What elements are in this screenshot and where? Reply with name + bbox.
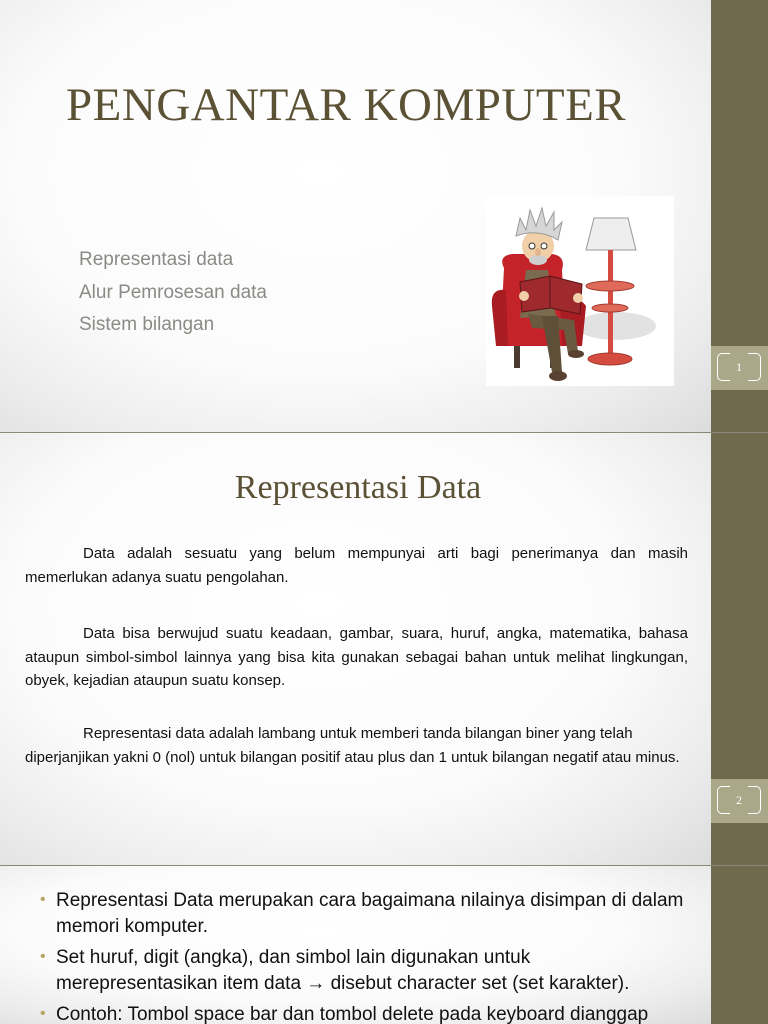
subtitle-item: Sistem bilangan <box>79 314 215 335</box>
slide-number: 1 <box>736 359 742 374</box>
bullet-text: Representasi Data merupakan cara bagaimana nilainya disimpan di dalam memori komputer. <box>56 890 684 937</box>
bullet-item <box>40 888 690 940</box>
bullet-list <box>40 888 690 1024</box>
slide-2 <box>0 433 768 865</box>
slide-number-badge <box>717 786 761 814</box>
slide-number: 2 <box>736 792 742 807</box>
bullet-dot-icon: • <box>40 891 46 908</box>
paragraph: Data adalah sesuatu yang belum mempunyai arti bagi penerimanya dan masih memerlukan adanya suatu pengolahan. <box>25 545 688 586</box>
bullet-text: Set huruf, digit (angka), dan simbol lain digunakan untuk merepresentasikan item data → disebut character set (set karakter). <box>56 947 630 994</box>
slide-1 <box>0 0 768 432</box>
slide-sidebar <box>711 866 768 1024</box>
bullet-item <box>40 945 690 997</box>
bullet-item <box>40 1002 690 1024</box>
paragraph: Data bisa berwujud suatu keadaan, gambar, suara, huruf, angka, matematika, bahasa ataupun simbol-simbol lainnya yang bisa kita gunakan sebagai bahan untuk melihat lingkungan, obyek, kejadian ataupun suatu konsep. <box>25 625 688 689</box>
old-man-reading-illustration <box>486 196 674 386</box>
slide-title: Representasi Data <box>234 469 482 506</box>
slide-3 <box>0 866 768 1024</box>
slide-number-badge <box>717 353 761 381</box>
subtitle-item: Representasi data <box>79 249 234 270</box>
subtitle-list <box>79 244 267 342</box>
subtitle-item: Alur Pemrosesan data <box>79 281 267 303</box>
slide-number-band <box>711 779 768 823</box>
paragraph: Representasi data adalah lambang untuk memberi tanda bilangan biner yang telah diperjanjikan yakni 0 (nol) untuk bilangan positif atau plus dan 1 untuk bilangan negatif atau minus. <box>25 725 680 766</box>
slide-title: PENGANTAR KOMPUTER <box>66 79 627 131</box>
slide-sidebar <box>711 0 768 432</box>
bullet-text: Contoh: Tombol space bar dan tombol delete pada keyboard dianggap <box>56 1004 649 1024</box>
slide-sidebar <box>711 433 768 865</box>
clipart-svg <box>486 196 674 386</box>
bullet-dot-icon: • <box>40 948 46 965</box>
slide-number-band <box>711 346 768 390</box>
bullet-dot-icon: • <box>40 1005 46 1022</box>
